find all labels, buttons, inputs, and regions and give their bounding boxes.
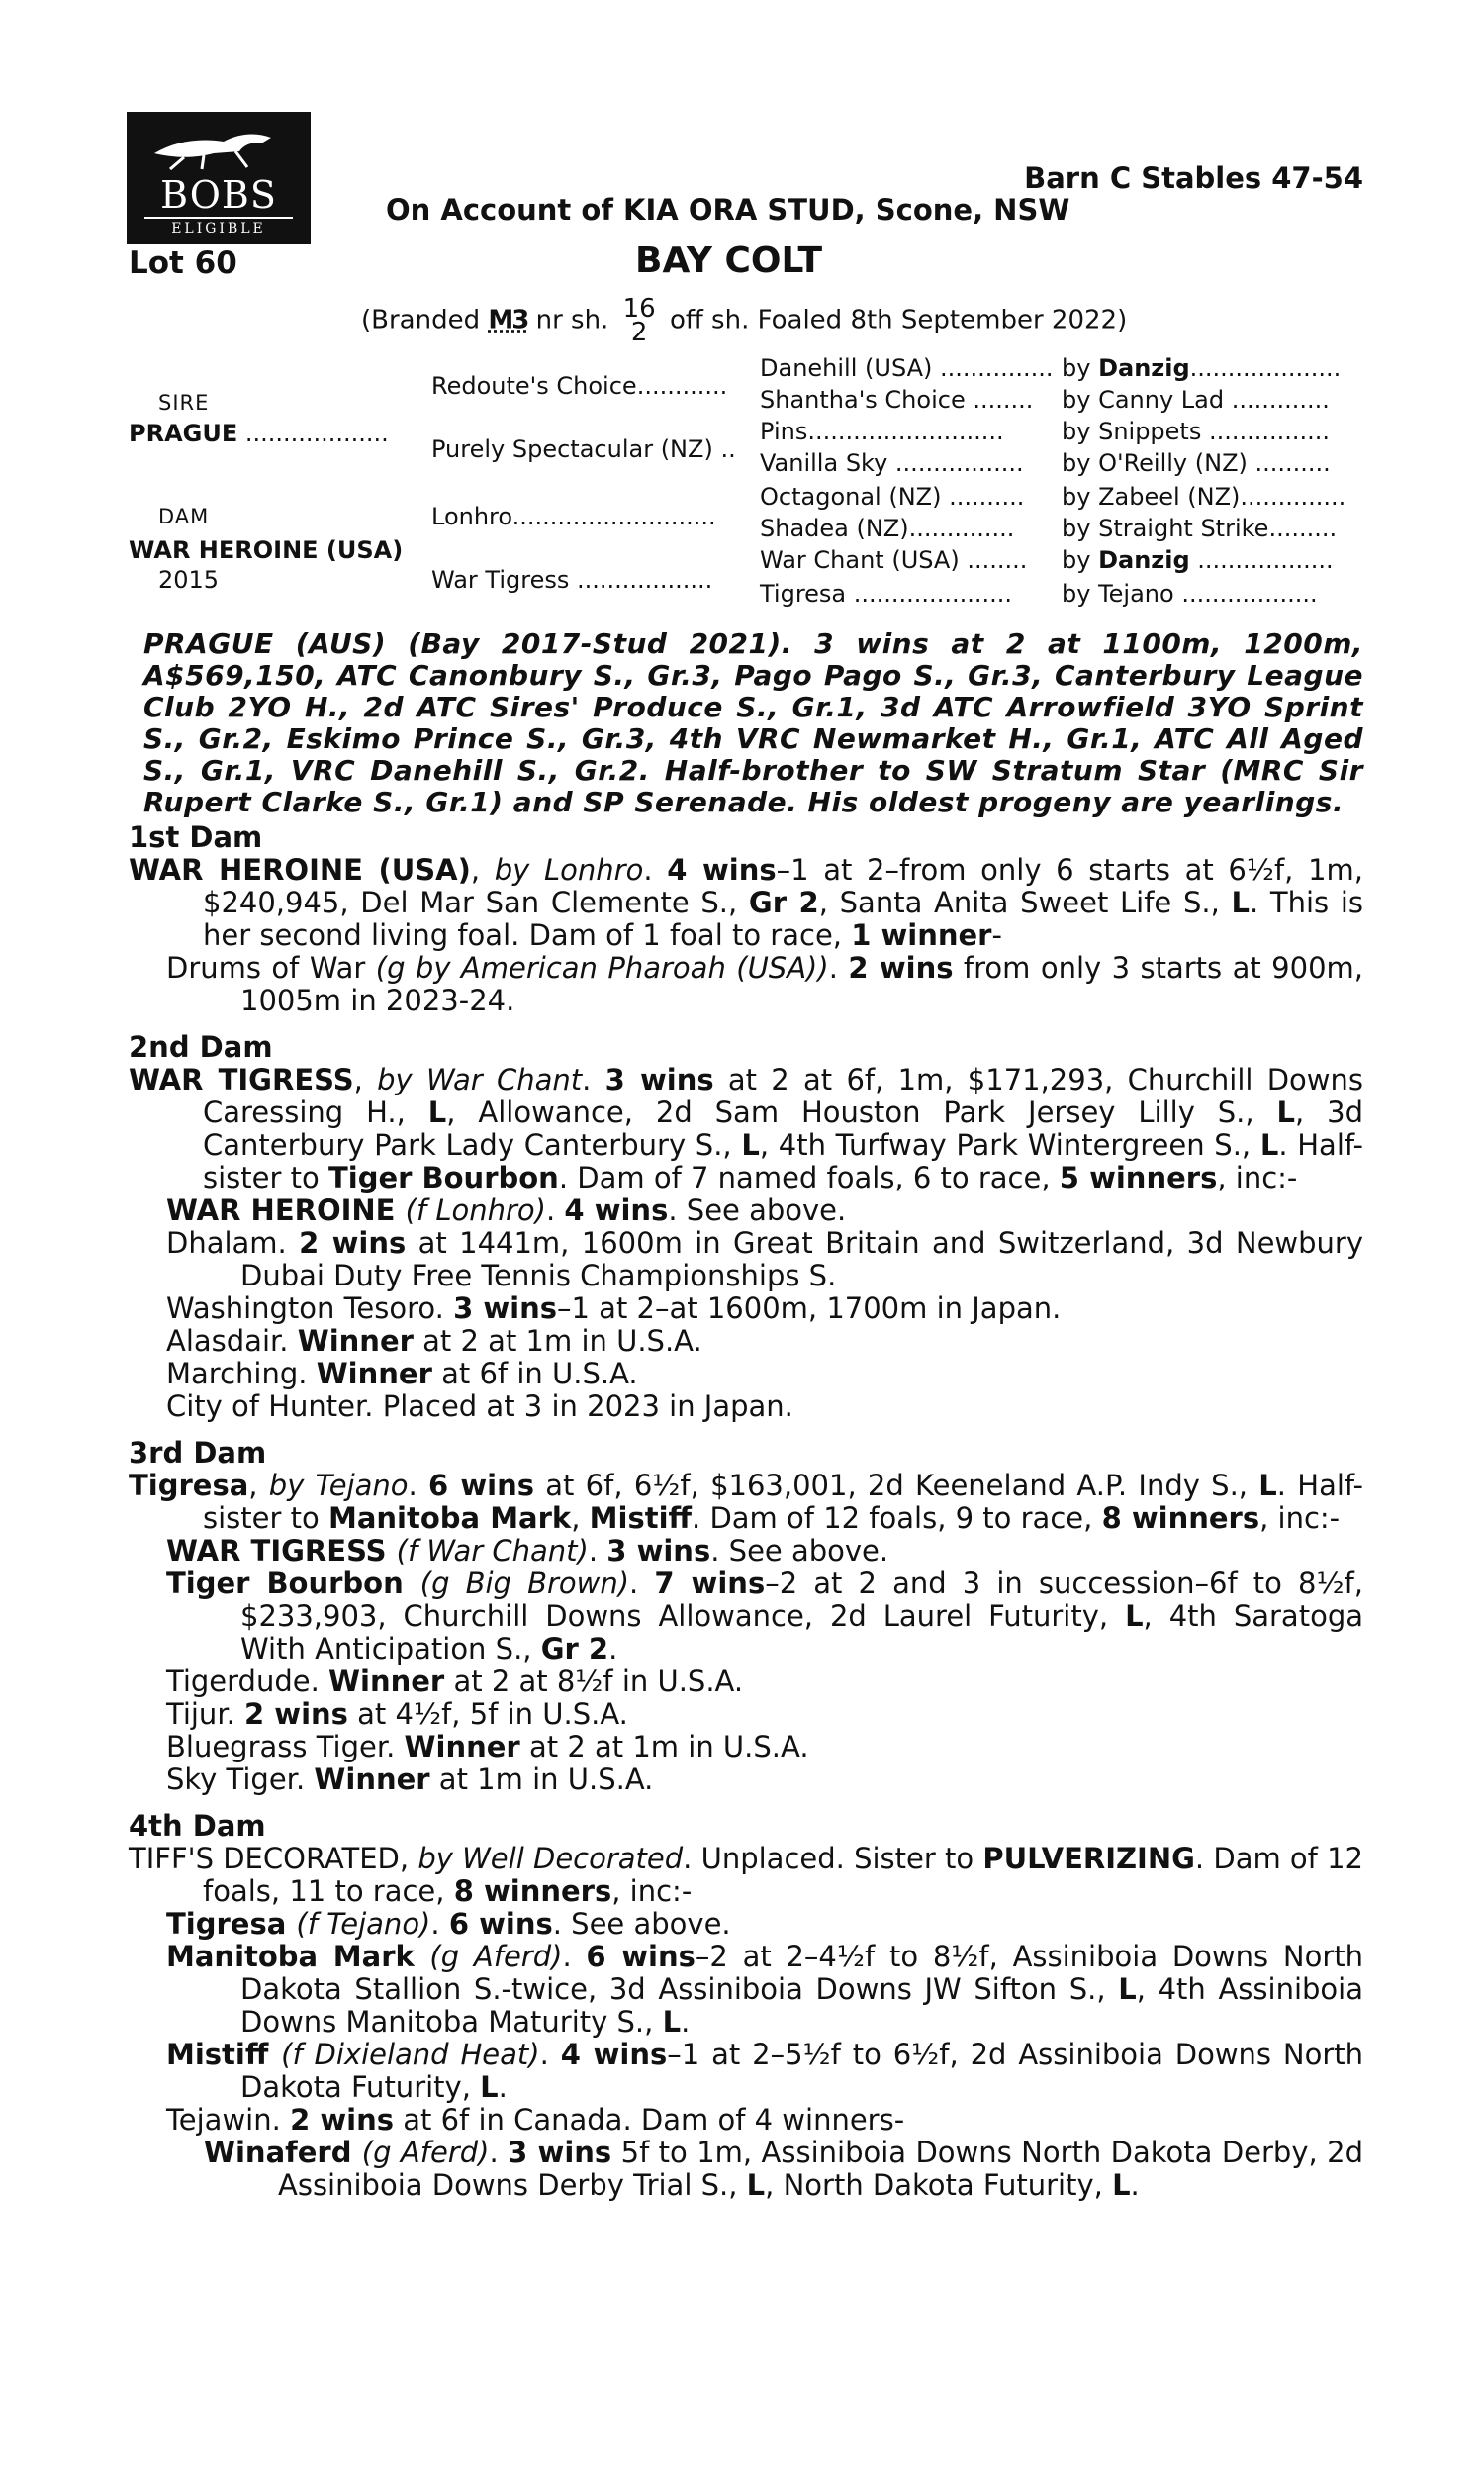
fraction-bottom: 2 — [630, 318, 648, 347]
gen3-5: Octagonal (NZ) .......... — [760, 483, 1025, 511]
fourth-dam-foal-2: Manitoba Mark (g Aferd). 6 wins–2 at 2–4½f to 8½f, Assiniboia Downs North Dakota Stallion S.-twice, 3d Assiniboia Downs JW Sifton S., L, 4th Assiniboia Downs Manitoba Maturity S., L. — [166, 1940, 1363, 2039]
sire-label: SIRE — [158, 391, 210, 415]
vendor-account: On Account of KIA ORA STUD, Scone, NSW — [386, 193, 1070, 227]
second-dam-foal-1: WAR HEROINE (f Lonhro). 4 wins. See above. — [166, 1193, 847, 1227]
fraction-top: 16 — [622, 294, 656, 324]
barn-location: Barn C Stables 47-54 — [1024, 161, 1363, 195]
second-dam-foal-6: City of Hunter. Placed at 3 in 2023 in Japan. — [166, 1389, 793, 1423]
third-dam-foal-5: Bluegrass Tiger. Winner at 2 at 1m in U.S.A. — [166, 1730, 809, 1763]
brand-mid: nr sh. — [535, 305, 609, 335]
brand-fraction — [622, 294, 656, 347]
dam-foaled-year: 2015 — [158, 566, 220, 594]
gen2-sire-dam: Purely Spectacular (NZ) .. — [431, 435, 736, 463]
horse-icon — [144, 124, 293, 171]
second-dam-foal-2: Dhalam. 2 wins at 1441m, 1600m in Great Britain and Switzerland, 3d Newbury Dubai Duty Free Tennis Championships S. — [166, 1226, 1363, 1292]
gen2-sire-sire: Redoute's Choice............ — [431, 372, 728, 400]
first-dam-foal: Drums of War (g by American Pharoah (USA)). 2 wins from only 3 starts at 900m, 1005m in 2023-24. — [166, 951, 1363, 1017]
gen4-1: by Danzig.................... — [1062, 354, 1342, 382]
second-dam-foal-3: Washington Tesoro. 3 wins–1 at 2–at 1600m, 1700m in Japan. — [166, 1291, 1062, 1325]
sire-name: PRAGUE ................... — [129, 420, 389, 447]
third-dam-foal-3: Tigerdude. Winner at 2 at 8½f in U.S.A. — [166, 1665, 744, 1698]
third-dam-foal-6: Sky Tiger. Winner at 1m in U.S.A. — [166, 1762, 654, 1796]
second-dam-foal-4: Alasdair. Winner at 2 at 1m in U.S.A. — [166, 1324, 702, 1358]
third-dam-foal-4: Tijur. 2 wins at 4½f, 5f in U.S.A. — [166, 1697, 628, 1731]
gen3-2: Shantha's Choice ........ — [760, 386, 1034, 414]
first-dam-entry: WAR HEROINE (USA), by Lonhro. 4 wins–1 at 2–from only 6 starts at 6½f, 1m, $240,945, Del Mar San Clemente S., Gr 2, Santa Anita Sweet Life S., L. This is her second living foal. Dam of 1 foal to race, 1 winner- — [129, 853, 1363, 952]
brand-prefix: (Branded — [361, 305, 481, 335]
fourth-dam-foal-1: Tigresa (f Tejano). 6 wins. See above. — [166, 1907, 731, 1941]
third-dam-foal-1: WAR TIGRESS (f War Chant). 3 wins. See above. — [166, 1534, 889, 1568]
fourth-dam-foal-4: Tejawin. 2 wins at 6f in Canada. Dam of 4 winners- — [166, 2103, 905, 2137]
gen4-3: by Snippets ................ — [1062, 418, 1331, 445]
fourth-dam-foal-3: Mistiff (f Dixieland Heat). 4 wins–1 at 2–5½f to 6½f, 2d Assiniboia Downs North Dakota Futurity, L. — [166, 2038, 1364, 2104]
first-dam-heading: 1st Dam — [129, 820, 263, 854]
lot-number: Lot 60 — [129, 245, 237, 281]
second-dam-foal-5: Marching. Winner at 6f in U.S.A. — [166, 1357, 638, 1390]
fourth-dam-grandfoal-1: Winaferd (g Aferd). 3 wins 5f to 1m, Assiniboia Downs North Dakota Derby, 2d Assiniboia Downs Derby Trial S., L, North Dakota Futurity, L. — [204, 2136, 1363, 2202]
dam-name: WAR HEROINE (USA) — [129, 536, 404, 564]
gen3-4: Vanilla Sky ................. — [760, 449, 1024, 477]
brand-line — [361, 294, 1128, 347]
gen3-3: Pins.......................... — [760, 418, 1004, 445]
bobs-eligible-logo — [127, 112, 311, 244]
third-dam-heading: 3rd Dam — [129, 1436, 267, 1470]
gen2-dam-sire: Lonhro........................... — [431, 503, 716, 530]
gen4-4: by O'Reilly (NZ) .......... — [1062, 449, 1331, 477]
fourth-dam-entry: TIFF'S DECORATED, by Well Decorated. Unplaced. Sister to PULVERIZING. Dam of 12 foals, 11 to race, 8 winners, inc:- — [129, 1842, 1364, 1908]
gen4-2: by Canny Lad ............. — [1062, 386, 1330, 414]
second-dam-entry: WAR TIGRESS, by War Chant. 3 wins at 2 at 6f, 1m, $171,293, Churchill Downs Caressing H., L, Allowance, 2d Sam Houston Park Jersey Lilly S., L, 3d Canterbury Park Lady Canterbury S., L, 4th Turfway Park Wintergreen S., L. Half-sister to Tiger Bourbon. Dam of 7 named foals, 6 to race, 5 winners, inc:- — [129, 1063, 1364, 1194]
brand-mark: M3 — [488, 305, 528, 335]
gen4-7: by Danzig .................. — [1062, 546, 1334, 574]
brand-suffix: off sh. Foaled 8th September 2022) — [669, 305, 1128, 335]
stallion-note: PRAGUE (AUS) (Bay 2017-Stud 2021). 3 wins at 2 at 1100m, 1200m, A$569,150, ATC Canonbury S., Gr.3, Pago Pago S., Gr.3, Canterbury League Club 2YO H., 2d ATC Sires' Produce S., Gr.1, 3d ATC Arrowfield 3YO Sprint S., Gr.2, Eskimo Prince S., Gr.3, 4th VRC Newmarket H., Gr.1, ATC All Aged S., Gr.1, VRC Danehill S., Gr.2. Half-brother to SW Stratum Star (MRC Sir Rupert Clarke S., Gr.1) and SP Serenade. His oldest progeny are yearlings. — [143, 627, 1363, 818]
gen3-8: Tigresa ..................... — [760, 580, 1012, 608]
logo-subtitle: ELIGIBLE — [144, 217, 293, 237]
gen4-5: by Zabeel (NZ).............. — [1062, 483, 1346, 511]
fourth-dam-heading: 4th Dam — [129, 1809, 266, 1843]
gen3-6: Shadea (NZ).............. — [760, 515, 1015, 542]
dam-sections — [129, 821, 1363, 2202]
gen3-7: War Chant (USA) ........ — [760, 546, 1028, 574]
gen4-8: by Tejano .................. — [1062, 580, 1318, 608]
third-dam-entry: Tigresa, by Tejano. 6 wins at 6f, 6½f, $163,001, 2d Keeneland A.P. Indy S., L. Half-sister to Manitoba Mark, Mistiff. Dam of 12 foals, 9 to race, 8 winners, inc:- — [129, 1469, 1363, 1535]
lot-title: BAY COLT — [635, 240, 823, 281]
gen2-dam-dam: War Tigress .................. — [431, 566, 713, 594]
second-dam-heading: 2nd Dam — [129, 1030, 273, 1064]
dam-label: DAM — [158, 505, 210, 528]
third-dam-foal-2: Tiger Bourbon (g Big Brown). 7 wins–2 at 2 and 3 in succession–6f to 8½f, $233,903, Churchill Downs Allowance, 2d Laurel Futurity, L, 4th Saratoga With Anticipation S., Gr 2. — [166, 1567, 1363, 1665]
gen3-1: Danehill (USA) ............... — [760, 354, 1054, 382]
logo-brand: BOBS — [160, 173, 277, 217]
gen4-6: by Straight Strike......... — [1062, 515, 1338, 542]
